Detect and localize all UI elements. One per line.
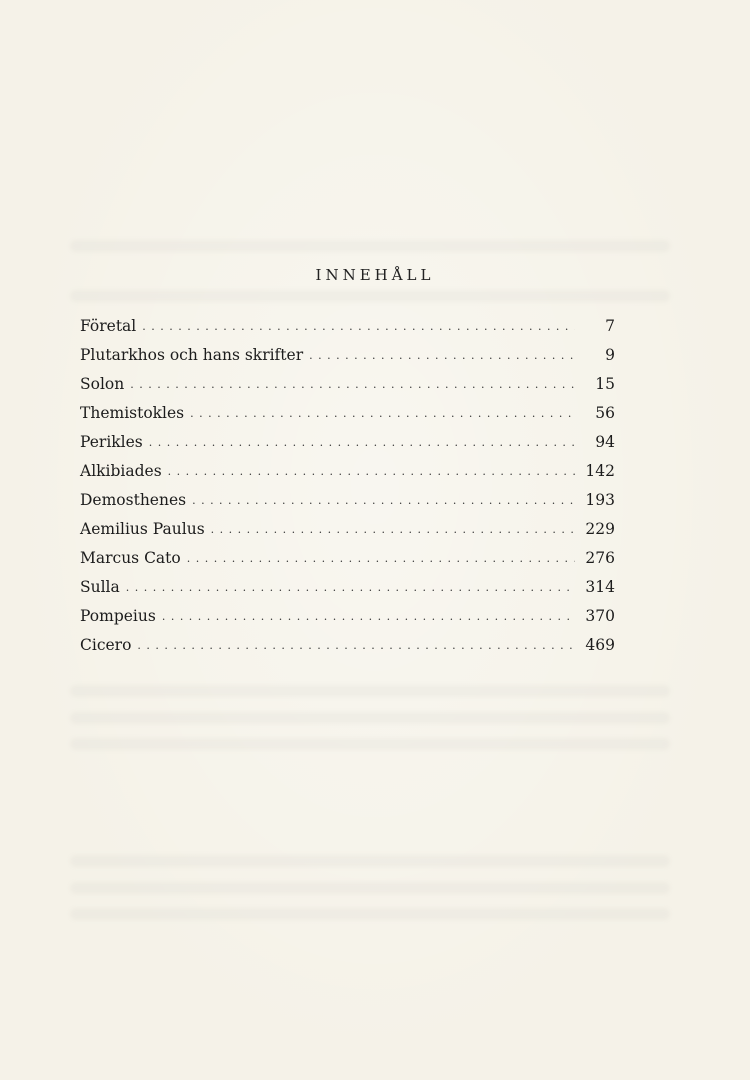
dot-leader: [192, 486, 575, 515]
toc-entry-title: Cicero: [80, 636, 132, 654]
toc-entry-page: 142: [585, 462, 615, 480]
toc-entry: [80, 457, 615, 486]
toc-entry: [80, 370, 615, 399]
toc-entry-page: 56: [595, 404, 615, 422]
table-of-contents: [80, 312, 615, 660]
toc-entry: [80, 602, 615, 631]
dot-leader: [130, 370, 575, 399]
toc-entry-page: 469: [585, 636, 615, 654]
toc-entry: [80, 515, 615, 544]
toc-entry: [80, 341, 615, 370]
show-through-line: [70, 240, 670, 252]
dot-leader: [190, 399, 575, 428]
toc-entry-title: Plutarkhos och hans skrifter: [80, 346, 304, 364]
show-through-line: [70, 738, 670, 750]
toc-entry: [80, 399, 615, 428]
toc-entry-title: Alkibiades: [80, 462, 162, 480]
show-through-line: [70, 908, 670, 920]
toc-entry-title: Pompeius: [80, 607, 156, 625]
contents-heading: INNEHÅLL: [315, 266, 435, 284]
toc-entry: [80, 631, 615, 660]
toc-entry-page: 276: [585, 549, 615, 567]
toc-entry-title: Aemilius Paulus: [80, 520, 205, 538]
dot-leader: [211, 515, 575, 544]
toc-entry-page: 94: [595, 433, 615, 451]
toc-entry-page: 370: [585, 607, 615, 625]
toc-entry: [80, 486, 615, 515]
dot-leader: [142, 312, 575, 341]
dot-leader: [137, 631, 575, 660]
toc-entry-title: Företal: [80, 317, 137, 335]
dot-leader: [162, 602, 575, 631]
toc-entry-page: 229: [585, 520, 615, 538]
toc-entry-title: Perikles: [80, 433, 143, 451]
toc-entry-page: 193: [585, 491, 615, 509]
dot-leader: [187, 544, 575, 573]
toc-entry: [80, 312, 615, 341]
show-through-line: [70, 855, 670, 867]
dot-leader: [168, 457, 575, 486]
toc-entry-title: Solon: [80, 375, 125, 393]
show-through-line: [70, 685, 670, 697]
dot-leader: [149, 428, 575, 457]
toc-entry-title: Themistokles: [80, 404, 185, 422]
dot-leader: [126, 573, 575, 602]
dot-leader: [309, 341, 575, 370]
toc-entry-page: 7: [605, 317, 615, 335]
toc-entry: [80, 544, 615, 573]
toc-entry: [80, 573, 615, 602]
toc-entry-title: Sulla: [80, 578, 120, 596]
toc-entry-page: 9: [605, 346, 615, 364]
show-through-line: [70, 290, 670, 302]
toc-entry: [80, 428, 615, 457]
toc-entry-title: Marcus Cato: [80, 549, 181, 567]
toc-entry-title: Demosthenes: [80, 491, 187, 509]
toc-entry-page: 15: [595, 375, 615, 393]
toc-entry-page: 314: [585, 578, 615, 596]
show-through-line: [70, 882, 670, 894]
show-through-line: [70, 712, 670, 724]
